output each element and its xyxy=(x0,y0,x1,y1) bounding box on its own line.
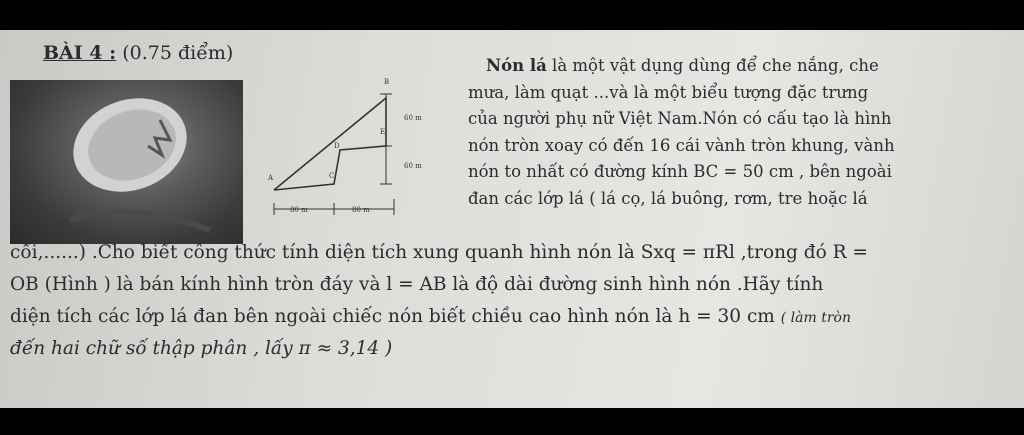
exercise-points: (0.75 điểm) xyxy=(122,42,234,64)
conical-hat-photo xyxy=(10,80,243,244)
question-line: OB (Hình ) là bán kính hình tròn đáy và l = AB là độ dài đường sinh hình nón .Hãy tính xyxy=(10,274,824,295)
point-label: B xyxy=(384,78,390,86)
point-label: A xyxy=(268,174,274,182)
worksheet-page xyxy=(0,30,1024,408)
intro-paragraph xyxy=(468,56,895,215)
rounding-note: ( làm tròn xyxy=(780,310,851,326)
point-label: E xyxy=(380,128,386,136)
intro-line: mưa, làm quạt ...và là một biểu tượng đặc trưng xyxy=(468,82,869,102)
intro-line: là một vật dụng dùng để che nắng, che xyxy=(546,56,879,75)
intro-line: đan các lớp lá ( lá cọ, lá buông, rơm, tre hoặc lá xyxy=(468,188,868,208)
dimension-label: 60 m xyxy=(404,114,422,122)
rounding-note-end: đến hai chữ số thập phân , lấy π ≈ 3,14 ) xyxy=(10,338,393,359)
question-line xyxy=(10,306,868,338)
hat-profile-diagram xyxy=(244,74,444,226)
intro-bold: Nón lá xyxy=(486,56,547,75)
dimension-label: 80 m xyxy=(290,206,308,214)
intro-line: nón to nhất có đường kính BC = 50 cm , bên ngoài xyxy=(468,162,892,181)
point-label: C xyxy=(329,172,335,180)
intro-line: nón tròn xoay có đến 16 cái vành tròn khung, vành xyxy=(468,135,895,155)
exercise-title xyxy=(43,42,233,64)
exercise-number: BÀI 4 : xyxy=(43,42,117,64)
question-paragraph xyxy=(10,242,868,370)
dimension-label: 80 m xyxy=(352,206,370,214)
question-text: diện tích các lớp lá đan bên ngoài chiếc nón biết chiều cao hình nón là h = 30 cm xyxy=(10,306,775,327)
point-label: D xyxy=(334,142,340,150)
question-line: cối,......) .Cho biết công thức tính diện tích xung quanh hình nón là Sxq = πRl ,trong đó R = xyxy=(10,242,868,263)
dimension-label: 60 m xyxy=(404,162,422,170)
intro-line: của người phụ nữ Việt Nam.Nón có cấu tạo là hình xyxy=(468,109,892,128)
